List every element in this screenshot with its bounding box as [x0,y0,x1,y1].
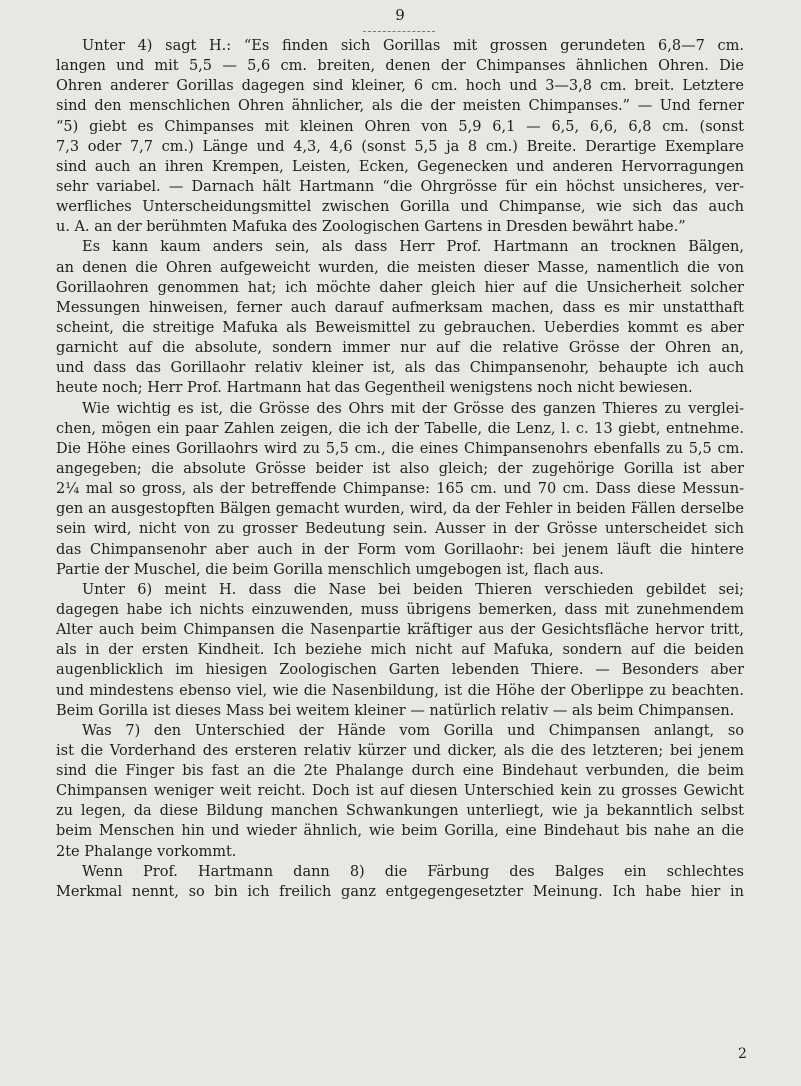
text-line: sind den menschlichen Ohren ähnlicher, als die der meisten Chimpanses.” — Und ferner [56,98,744,115]
text-line: sind auch an ihren Krempen, Leisten, Ecken, Gegenecken und anderen Hervorragungen [56,158,744,175]
text-line: Unter 6) meint H. dass die Nase bei beiden Thieren verschieden gebildet sei; [82,581,744,598]
text-line: als in der ersten Kindheit. Ich beziehe mich nicht auf Mafuka, sondern auf die beiden [56,642,744,659]
text-line: 7,3 oder 7,7 cm.) Länge und 4,3, 4,6 (sonst 5,5 ja 8 cm.) Breite. Derartige Exemplare [56,138,744,155]
text-line: augenblicklich im hiesigen Zoologischen Garten lebenden Thiere. — Besonders aber [56,662,744,679]
text-line: werfliches Unterscheidungsmittel zwischen Gorilla und Chimpanse, wie sich das auch [56,199,744,216]
text-line: Gorillaohren genommen hat; ich möchte daher gleich hier auf die Unsicherheit solcher [56,279,744,296]
text-line: Chimpansen weniger weit reicht. Doch ist auf diesen Unterschied kein zu grosses Gewicht [56,783,744,800]
text-line: gen an ausgestopften Bälgen gemacht wurden, wird, da der Fehler in beiden Fällen derselbe [56,501,744,518]
text-line: Die Höhe eines Gorillaohrs wird zu 5,5 cm., die eines Chimpansenohrs ebenfalls zu 5,5 cm. [56,440,744,457]
text-line: Wenn Prof. Hartmann dann 8) die Färbung des Balges ein schlechtes [82,863,744,880]
body-text [56,36,744,902]
text-line: das Chimpansenohr aber auch in der Form vom Gorillaohr: bei jenem läuft die hintere [56,541,744,558]
text-line: garnicht auf die absolute, sondern immer nur auf die relative Grösse der Ohren an, [56,340,744,357]
text-line: Beim Gorilla ist dieses Mass bei weitem kleiner — natürlich relativ — als beim Chimpansen. [56,702,735,719]
text-line: u. A. an der berühmten Mafuka des Zoologischen Gartens in Dresden bewährt habe.” [56,219,686,236]
text-line: Merkmal nennt, so bin ich freilich ganz entgegengesetzter Meinung. Ich habe hier in [56,883,744,900]
text-line: zu legen, da diese Bildung manchen Schwankungen unterliegt, wie ja bekanntlich selbst [56,803,744,820]
text-line: beim Menschen hin und wieder ähnlich, wie beim Gorilla, eine Bindehaut bis nahe an die [56,823,744,840]
text-line: scheint, die streitige Mafuka als Beweismittel zu gebrauchen. Ueberdies kommt es aber [56,319,744,336]
text-line: 2te Phalange vorkommt. [56,843,237,860]
text-line: Was 7) den Unterschied der Hände vom Gorilla und Chimpansen anlangt, so [82,722,744,739]
text-line: Alter auch beim Chimpansen die Nasenpartie kräftiger aus der Gesichtsfläche hervor tritt, [56,622,744,639]
text-line: und mindestens ebenso viel, wie die Nasenbildung, ist die Höhe der Oberlippe zu beachten. [56,682,744,699]
text-line: chen, mögen ein paar Zahlen zeigen, die ich der Tabelle, die Lenz, l. c. 13 giebt, entnehme. [56,420,744,437]
text-line: und dass das Gorillaohr relativ kleiner ist, als das Chimpansenohr, behaupte ich auch [56,360,744,377]
text-line: langen und mit 5,5 — 5,6 cm. breiten, denen der Chimpanses ähnlichen Ohren. Die [56,58,744,75]
text-line: 2¼ mal so gross, als der betreffende Chimpanse: 165 cm. und 70 cm. Dass diese Messun- [56,481,744,498]
text-line: dagegen habe ich nichts einzuwenden, muss übrigens bemerken, dass mit zunehmendem [56,601,744,618]
page-number: 9 [395,6,406,24]
text-line: Ohren anderer Gorillas dagegen sind kleiner, 6 cm. hoch und 3—3,8 cm. breit. Letztere [56,78,744,95]
text-line: Partie der Muschel, die beim Gorilla menschlich umgebogen ist, flach aus. [56,561,604,578]
text-line: sein wird, nicht von zu grosser Bedeutung sein. Ausser in der Grösse unterscheidet sich [56,521,744,538]
text-line: sind die Finger bis fast an die 2te Phalange durch eine Bindehaut verbunden, die beim [56,763,744,780]
text-line: an denen die Ohren aufgeweicht wurden, die meisten dieser Masse, namentlich die von [56,259,744,276]
text-line: angegeben; die absolute Grösse beider ist also gleich; der zugehörige Gorilla ist aber [56,460,744,477]
text-line: Unter 4) sagt H.: “Es finden sich Gorillas mit grossen gerundeten 6,8—7 cm. [82,38,744,54]
decorative-rule [363,27,435,32]
text-line: ist die Vorderhand des ersteren relativ kürzer und dicker, als die des letzteren; bei jenem [56,742,744,759]
signature-mark: 2 [738,1046,747,1062]
text-line: heute noch; Herr Prof. Hartmann hat das Gegentheil wenigstens noch nicht bewiesen. [56,380,693,397]
text-line: Messungen hinweisen, ferner auch darauf aufmerksam machen, dass es mir unstatthaft [56,299,744,316]
text-line: Es kann kaum anders sein, als dass Herr Prof. Hartmann an trocknen Bälgen, [82,239,744,256]
text-line: sehr variabel. — Darnach hält Hartmann “die Ohrgrösse für ein höchst unsicheres, ver- [56,178,744,195]
text-line: “5) giebt es Chimpanses mit kleinen Ohren von 5,9 6,1 — 6,5, 6,6, 6,8 cm. (sonst [56,118,744,135]
text-line: Wie wichtig es ist, die Grösse des Ohrs mit der Grösse des ganzen Thieres zu verglei- [82,400,744,417]
